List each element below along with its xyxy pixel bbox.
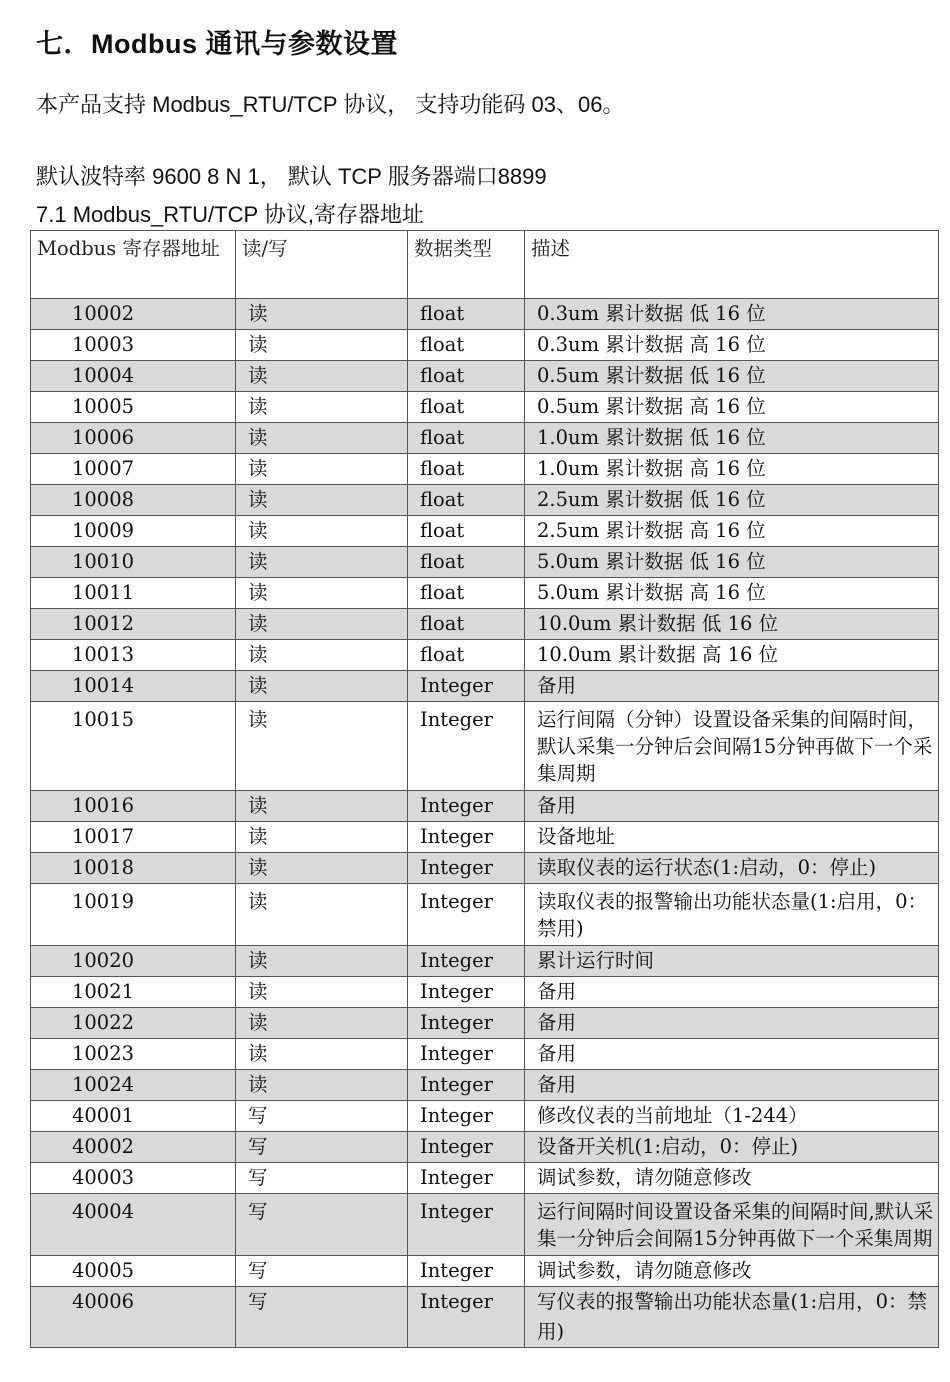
read-write-cell: 读 bbox=[236, 977, 408, 1008]
description-cell: 修改仪表的当前地址（1-244） bbox=[525, 1101, 939, 1132]
table-row bbox=[31, 1287, 939, 1348]
read-write-cell: 读 bbox=[236, 330, 408, 361]
table-row bbox=[31, 485, 939, 516]
table-row bbox=[31, 884, 939, 946]
read-write-cell: 读 bbox=[236, 853, 408, 884]
data-type-cell: float bbox=[408, 330, 525, 361]
read-write-cell: 写 bbox=[236, 1194, 408, 1256]
description-cell: 0.5um 累计数据 低 16 位 bbox=[525, 361, 939, 392]
read-write-cell: 读 bbox=[236, 1008, 408, 1039]
register-address-cell: 40004 bbox=[31, 1194, 236, 1256]
description-cell: 0.3um 累计数据 高 16 位 bbox=[525, 330, 939, 361]
table-row bbox=[31, 977, 939, 1008]
description-cell: 备用 bbox=[525, 671, 939, 702]
register-address-cell: 10021 bbox=[31, 977, 236, 1008]
register-address-cell: 10022 bbox=[31, 1008, 236, 1039]
header-read-write: 读/写 bbox=[236, 231, 408, 299]
description-cell: 2.5um 累计数据 低 16 位 bbox=[525, 485, 939, 516]
read-write-cell: 读 bbox=[236, 1039, 408, 1070]
read-write-cell: 读 bbox=[236, 454, 408, 485]
data-type-cell: Integer bbox=[408, 1132, 525, 1163]
header-data-type: 数据类型 bbox=[408, 231, 525, 299]
table-row bbox=[31, 1039, 939, 1070]
data-type-cell: Integer bbox=[408, 791, 525, 822]
read-write-cell: 写 bbox=[236, 1256, 408, 1287]
register-table bbox=[30, 230, 939, 1348]
read-write-cell: 读 bbox=[236, 516, 408, 547]
data-type-cell: float bbox=[408, 516, 525, 547]
register-address-cell: 10014 bbox=[31, 671, 236, 702]
read-write-cell: 读 bbox=[236, 671, 408, 702]
read-write-cell: 读 bbox=[236, 361, 408, 392]
register-address-cell: 10019 bbox=[31, 884, 236, 946]
table-row bbox=[31, 578, 939, 609]
data-type-cell: Integer bbox=[408, 853, 525, 884]
table-row bbox=[31, 361, 939, 392]
data-type-cell: float bbox=[408, 423, 525, 454]
read-write-cell: 读 bbox=[236, 884, 408, 946]
read-write-cell: 读 bbox=[236, 702, 408, 791]
table-row bbox=[31, 423, 939, 454]
register-table-caption: 7.1 Modbus_RTU/TCP 协议,寄存器地址 bbox=[36, 202, 424, 227]
table-row bbox=[31, 1194, 939, 1256]
table-row bbox=[31, 454, 939, 485]
description-cell: 备用 bbox=[525, 1070, 939, 1101]
protocol-support-text: 本产品支持 Modbus_RTU/TCP 协议， 支持功能码 03、06。 bbox=[36, 92, 625, 117]
register-address-cell: 10016 bbox=[31, 791, 236, 822]
data-type-cell: Integer bbox=[408, 946, 525, 977]
read-write-cell: 写 bbox=[236, 1132, 408, 1163]
table-row bbox=[31, 1132, 939, 1163]
data-type-cell: Integer bbox=[408, 822, 525, 853]
description-cell: 10.0um 累计数据 低 16 位 bbox=[525, 609, 939, 640]
read-write-cell: 读 bbox=[236, 485, 408, 516]
data-type-cell: Integer bbox=[408, 1101, 525, 1132]
register-address-cell: 10010 bbox=[31, 547, 236, 578]
register-address-cell: 10017 bbox=[31, 822, 236, 853]
data-type-cell: Integer bbox=[408, 1039, 525, 1070]
data-type-cell: float bbox=[408, 640, 525, 671]
register-address-cell: 10006 bbox=[31, 423, 236, 454]
read-write-cell: 读 bbox=[236, 299, 408, 330]
read-write-cell: 读 bbox=[236, 423, 408, 454]
table-row bbox=[31, 640, 939, 671]
table-row bbox=[31, 853, 939, 884]
data-type-cell: float bbox=[408, 454, 525, 485]
description-cell: 0.3um 累计数据 低 16 位 bbox=[525, 299, 939, 330]
description-cell: 备用 bbox=[525, 791, 939, 822]
data-type-cell: Integer bbox=[408, 702, 525, 791]
description-cell: 5.0um 累计数据 高 16 位 bbox=[525, 578, 939, 609]
read-write-cell: 读 bbox=[236, 640, 408, 671]
table-row bbox=[31, 547, 939, 578]
data-type-cell: float bbox=[408, 547, 525, 578]
description-cell: 备用 bbox=[525, 1008, 939, 1039]
table-row bbox=[31, 299, 939, 330]
table-header-row bbox=[31, 231, 939, 299]
description-cell: 1.0um 累计数据 低 16 位 bbox=[525, 423, 939, 454]
register-address-cell: 40006 bbox=[31, 1287, 236, 1348]
read-write-cell: 读 bbox=[236, 791, 408, 822]
table-row bbox=[31, 822, 939, 853]
data-type-cell: Integer bbox=[408, 977, 525, 1008]
description-cell: 设备地址 bbox=[525, 822, 939, 853]
table-row bbox=[31, 702, 939, 791]
data-type-cell: Integer bbox=[408, 671, 525, 702]
header-address: Modbus 寄存器地址 bbox=[31, 231, 236, 299]
description-cell: 读取仪表的报警输出功能状态量(1:启用，0：禁用) bbox=[525, 884, 939, 946]
read-write-cell: 读 bbox=[236, 578, 408, 609]
section-heading: 七．Modbus 通讯与参数设置 bbox=[36, 29, 398, 59]
table-row bbox=[31, 330, 939, 361]
read-write-cell: 写 bbox=[236, 1163, 408, 1194]
table-row bbox=[31, 1163, 939, 1194]
description-cell: 调试参数，请勿随意修改 bbox=[525, 1256, 939, 1287]
register-address-cell: 40001 bbox=[31, 1101, 236, 1132]
description-cell: 运行间隔时间设置设备采集的间隔时间,默认采集一分钟后会间隔15分钟再做下一个采集周期 bbox=[525, 1194, 939, 1256]
table-row bbox=[31, 516, 939, 547]
table-row bbox=[31, 1070, 939, 1101]
register-address-cell: 40005 bbox=[31, 1256, 236, 1287]
register-address-cell: 10023 bbox=[31, 1039, 236, 1070]
table-row bbox=[31, 392, 939, 423]
read-write-cell: 读 bbox=[236, 392, 408, 423]
register-address-cell: 40002 bbox=[31, 1132, 236, 1163]
description-cell: 2.5um 累计数据 高 16 位 bbox=[525, 516, 939, 547]
description-cell: 设备开关机(1:启动，0：停止) bbox=[525, 1132, 939, 1163]
data-type-cell: float bbox=[408, 361, 525, 392]
header-description: 描述 bbox=[525, 231, 939, 299]
description-cell: 1.0um 累计数据 高 16 位 bbox=[525, 454, 939, 485]
description-cell: 备用 bbox=[525, 977, 939, 1008]
data-type-cell: float bbox=[408, 392, 525, 423]
register-address-cell: 10015 bbox=[31, 702, 236, 791]
description-cell: 备用 bbox=[525, 1039, 939, 1070]
data-type-cell: Integer bbox=[408, 1256, 525, 1287]
register-address-cell: 10007 bbox=[31, 454, 236, 485]
data-type-cell: float bbox=[408, 299, 525, 330]
table-row bbox=[31, 1256, 939, 1287]
read-write-cell: 读 bbox=[236, 946, 408, 977]
read-write-cell: 读 bbox=[236, 609, 408, 640]
register-address-cell: 10020 bbox=[31, 946, 236, 977]
read-write-cell: 读 bbox=[236, 822, 408, 853]
data-type-cell: Integer bbox=[408, 1163, 525, 1194]
default-settings-text: 默认波特率 9600 8 N 1， 默认 TCP 服务器端口8899 bbox=[36, 164, 547, 189]
register-address-cell: 10002 bbox=[31, 299, 236, 330]
table-row bbox=[31, 609, 939, 640]
read-write-cell: 写 bbox=[236, 1287, 408, 1348]
table-row bbox=[31, 946, 939, 977]
table-row bbox=[31, 671, 939, 702]
description-cell: 读取仪表的运行状态(1:启动，0：停止) bbox=[525, 853, 939, 884]
table-row bbox=[31, 791, 939, 822]
register-address-cell: 40003 bbox=[31, 1163, 236, 1194]
table-row bbox=[31, 1008, 939, 1039]
data-type-cell: Integer bbox=[408, 1194, 525, 1256]
data-type-cell: Integer bbox=[408, 884, 525, 946]
description-cell: 0.5um 累计数据 高 16 位 bbox=[525, 392, 939, 423]
data-type-cell: float bbox=[408, 578, 525, 609]
data-type-cell: Integer bbox=[408, 1008, 525, 1039]
register-address-cell: 10004 bbox=[31, 361, 236, 392]
read-write-cell: 读 bbox=[236, 1070, 408, 1101]
description-cell: 运行间隔（分钟）设置设备采集的间隔时间，默认采集一分钟后会间隔15分钟再做下一个采集周期 bbox=[525, 702, 939, 791]
register-address-cell: 10024 bbox=[31, 1070, 236, 1101]
data-type-cell: Integer bbox=[408, 1287, 525, 1348]
register-address-cell: 10008 bbox=[31, 485, 236, 516]
data-type-cell: float bbox=[408, 485, 525, 516]
table-row bbox=[31, 1101, 939, 1132]
description-cell: 累计运行时间 bbox=[525, 946, 939, 977]
description-cell: 10.0um 累计数据 高 16 位 bbox=[525, 640, 939, 671]
register-address-cell: 10011 bbox=[31, 578, 236, 609]
description-cell: 5.0um 累计数据 低 16 位 bbox=[525, 547, 939, 578]
data-type-cell: Integer bbox=[408, 1070, 525, 1101]
data-type-cell: float bbox=[408, 609, 525, 640]
description-cell: 写仪表的报警输出功能状态量(1:启用，0：禁用) bbox=[525, 1287, 939, 1348]
register-address-cell: 10012 bbox=[31, 609, 236, 640]
register-address-cell: 10018 bbox=[31, 853, 236, 884]
read-write-cell: 读 bbox=[236, 547, 408, 578]
description-cell: 调试参数，请勿随意修改 bbox=[525, 1163, 939, 1194]
register-address-cell: 10013 bbox=[31, 640, 236, 671]
register-address-cell: 10009 bbox=[31, 516, 236, 547]
register-address-cell: 10005 bbox=[31, 392, 236, 423]
register-address-cell: 10003 bbox=[31, 330, 236, 361]
read-write-cell: 写 bbox=[236, 1101, 408, 1132]
